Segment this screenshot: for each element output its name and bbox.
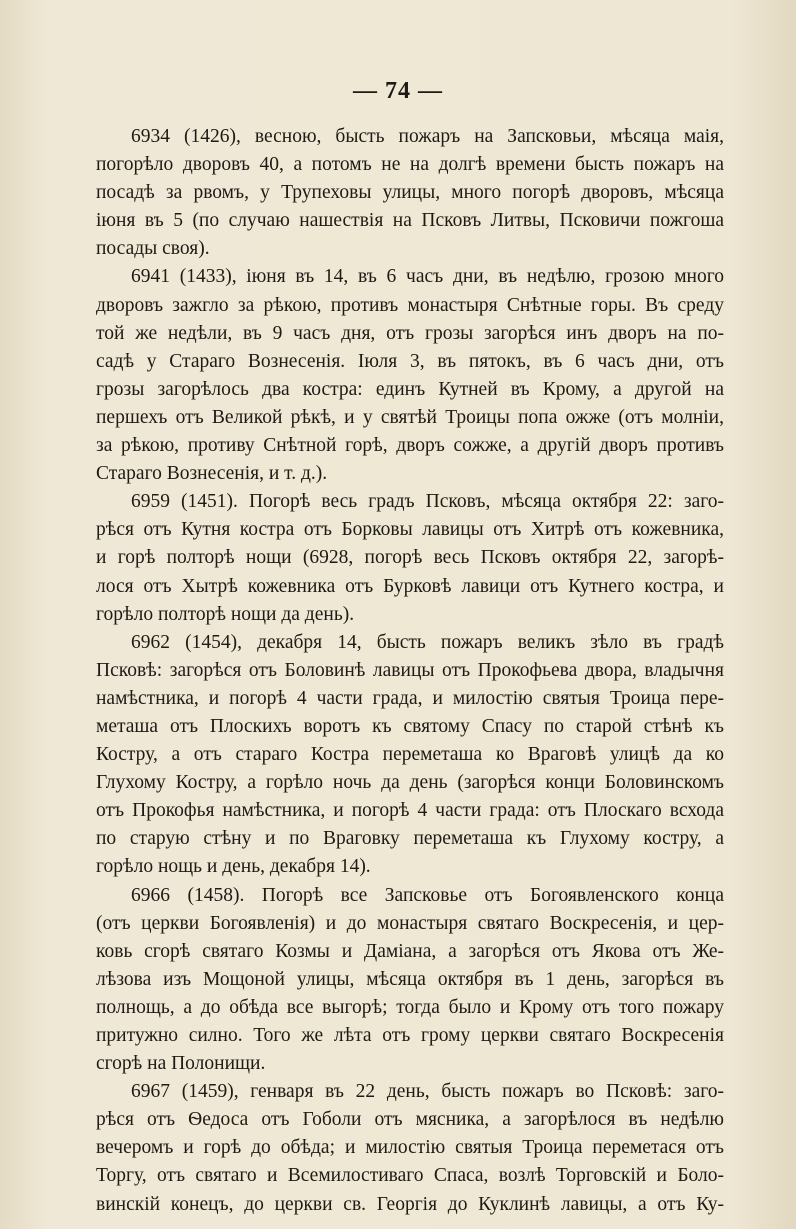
text-line: (отъ церкви Богоявленія) и до монастыря святаго Воскресенія, и цер- — [96, 912, 724, 934]
text-line: винскій конецъ, до церкви св. Георгія до Куклинѣ лавицы, а отъ Ку- — [96, 1193, 724, 1215]
text-line: посады своя). — [96, 238, 210, 260]
text-line: Глухому Костру, а горѣло ночь да день (загорѣся конци Боловинскомъ — [96, 772, 724, 794]
text-line: горѣло полторѣ нощи да день). — [96, 603, 355, 625]
text-line: отъ Прокофья намѣстника, и погорѣ 4 части града: отъ Плоскаго всхода — [96, 800, 724, 822]
text-line: по старую стѣну и по Враговку переметаша къ Глухому костру, а — [96, 828, 724, 850]
text-line: притужно силно. Того же лѣта отъ грому церкви святаго Воскресенія — [96, 1025, 724, 1046]
text-line: Стараго Вознесенія, и т. д.). — [96, 463, 328, 485]
text-line: 6959 (1451). Погорѣ весь градъ Псковъ, мѣсяца октября 22: заго- — [131, 491, 724, 513]
page-number: — 74 — — [353, 78, 443, 104]
text-line: 6966 (1458). Погорѣ все Запсковье отъ Богоявленского конца — [131, 884, 724, 906]
text-line: посадѣ за рвомъ, у Трупеховы улицы, много погорѣ дворовъ, мѣсяца — [96, 182, 724, 204]
text-line: горѣло нощь и день, декабря 14). — [96, 856, 371, 878]
text-line: Торгу, отъ святаго и Всемилостиваго Спаса, возлѣ Торговскій и Боло- — [96, 1165, 724, 1187]
text-line: ковь сгорѣ святаго Козмы и Даміана, а загорѣся отъ Якова отъ Же- — [96, 940, 724, 962]
text-line: сгорѣ на Полонищи. — [96, 1053, 266, 1075]
text-line: лося отъ Хытрѣ кожевника отъ Бурковѣ лавици отъ Кутнего костра, и — [96, 575, 724, 597]
text-line: Псковѣ: загорѣся отъ Боловинѣ лавицы отъ Прокофьева двора, владычня — [96, 659, 724, 681]
text-line: дворовъ зажгло за рѣкою, противъ монастыря Снѣтные горы. Въ среду — [96, 294, 724, 316]
text-line: 6941 (1433), іюня въ 14, въ 6 часъ дни, въ недѣлю, грозою много — [131, 266, 724, 288]
text-line: 6962 (1454), декабря 14, бысть пожаръ великъ зѣло въ градѣ — [131, 631, 724, 653]
body-text — [96, 123, 724, 1219]
text-line: вечеромъ и горѣ до обѣда; и милостію святыя Троица переметася отъ — [96, 1137, 724, 1159]
text-line: іюня въ 5 (по случаю нашествія на Псковъ Литвы, Псковичи пожгоша — [96, 210, 724, 232]
text-line: садѣ у Стараго Вознесенія. Іюля 3, въ пятокъ, въ 6 часъ дни, отъ — [96, 350, 724, 372]
text-line: той же недѣли, въ 9 часъ дня, отъ грозы загорѣся инъ дворъ на по- — [96, 322, 724, 344]
text-line: меташа отъ Плоскихъ воротъ къ святому Спасу по старой стѣнѣ къ — [96, 715, 724, 737]
text-line: грозы загорѣлось два костра: единъ Кутней въ Крому, а другой на — [96, 378, 724, 400]
text-line: рѣся отъ Кутня костра отъ Борковы лавицы отъ Хитрѣ отъ кожевника, — [96, 519, 724, 541]
text-line: 6967 (1459), генваря въ 22 день, бысть пожаръ во Псковѣ: заго- — [131, 1081, 724, 1103]
text-line: погорѣло дворовъ 40, а потомъ не на долгѣ времени бысть пожаръ на — [96, 154, 724, 176]
text-line: и горѣ полторѣ нощи (6928, погорѣ весь Псковъ октября 22, загорѣ- — [96, 547, 724, 569]
text-line: першехъ отъ Великой рѣкѣ, и у святѣй Троицы попа ожже (отъ молніи, — [96, 406, 724, 428]
text-line: намѣстника, и погорѣ 4 части града, и милостію святыя Троица пере- — [96, 687, 724, 709]
text-line: полнощь, а до обѣда все выгорѣ; тогда было и Крому отъ того пожару — [96, 996, 724, 1018]
text-line: 6934 (1426), весною, бысть пожаръ на Запсковьи, мѣсяца маія, — [131, 126, 724, 147]
text-line: за рѣкою, противу Снѣтной горѣ, дворъ сожже, а другій дворъ противъ — [96, 435, 724, 457]
text-line: Костру, а отъ стараго Костра переметаша ко Враговѣ улицѣ да ко — [96, 744, 724, 766]
text-line: рѣся отъ Ѳедоса отъ Гоболи отъ мясника, а загорѣлося въ недѣлю — [96, 1109, 724, 1131]
text-line: лѣзова изъ Мощоной улицы, мѣсяца октября въ 1 день, загорѣся въ — [96, 968, 724, 990]
